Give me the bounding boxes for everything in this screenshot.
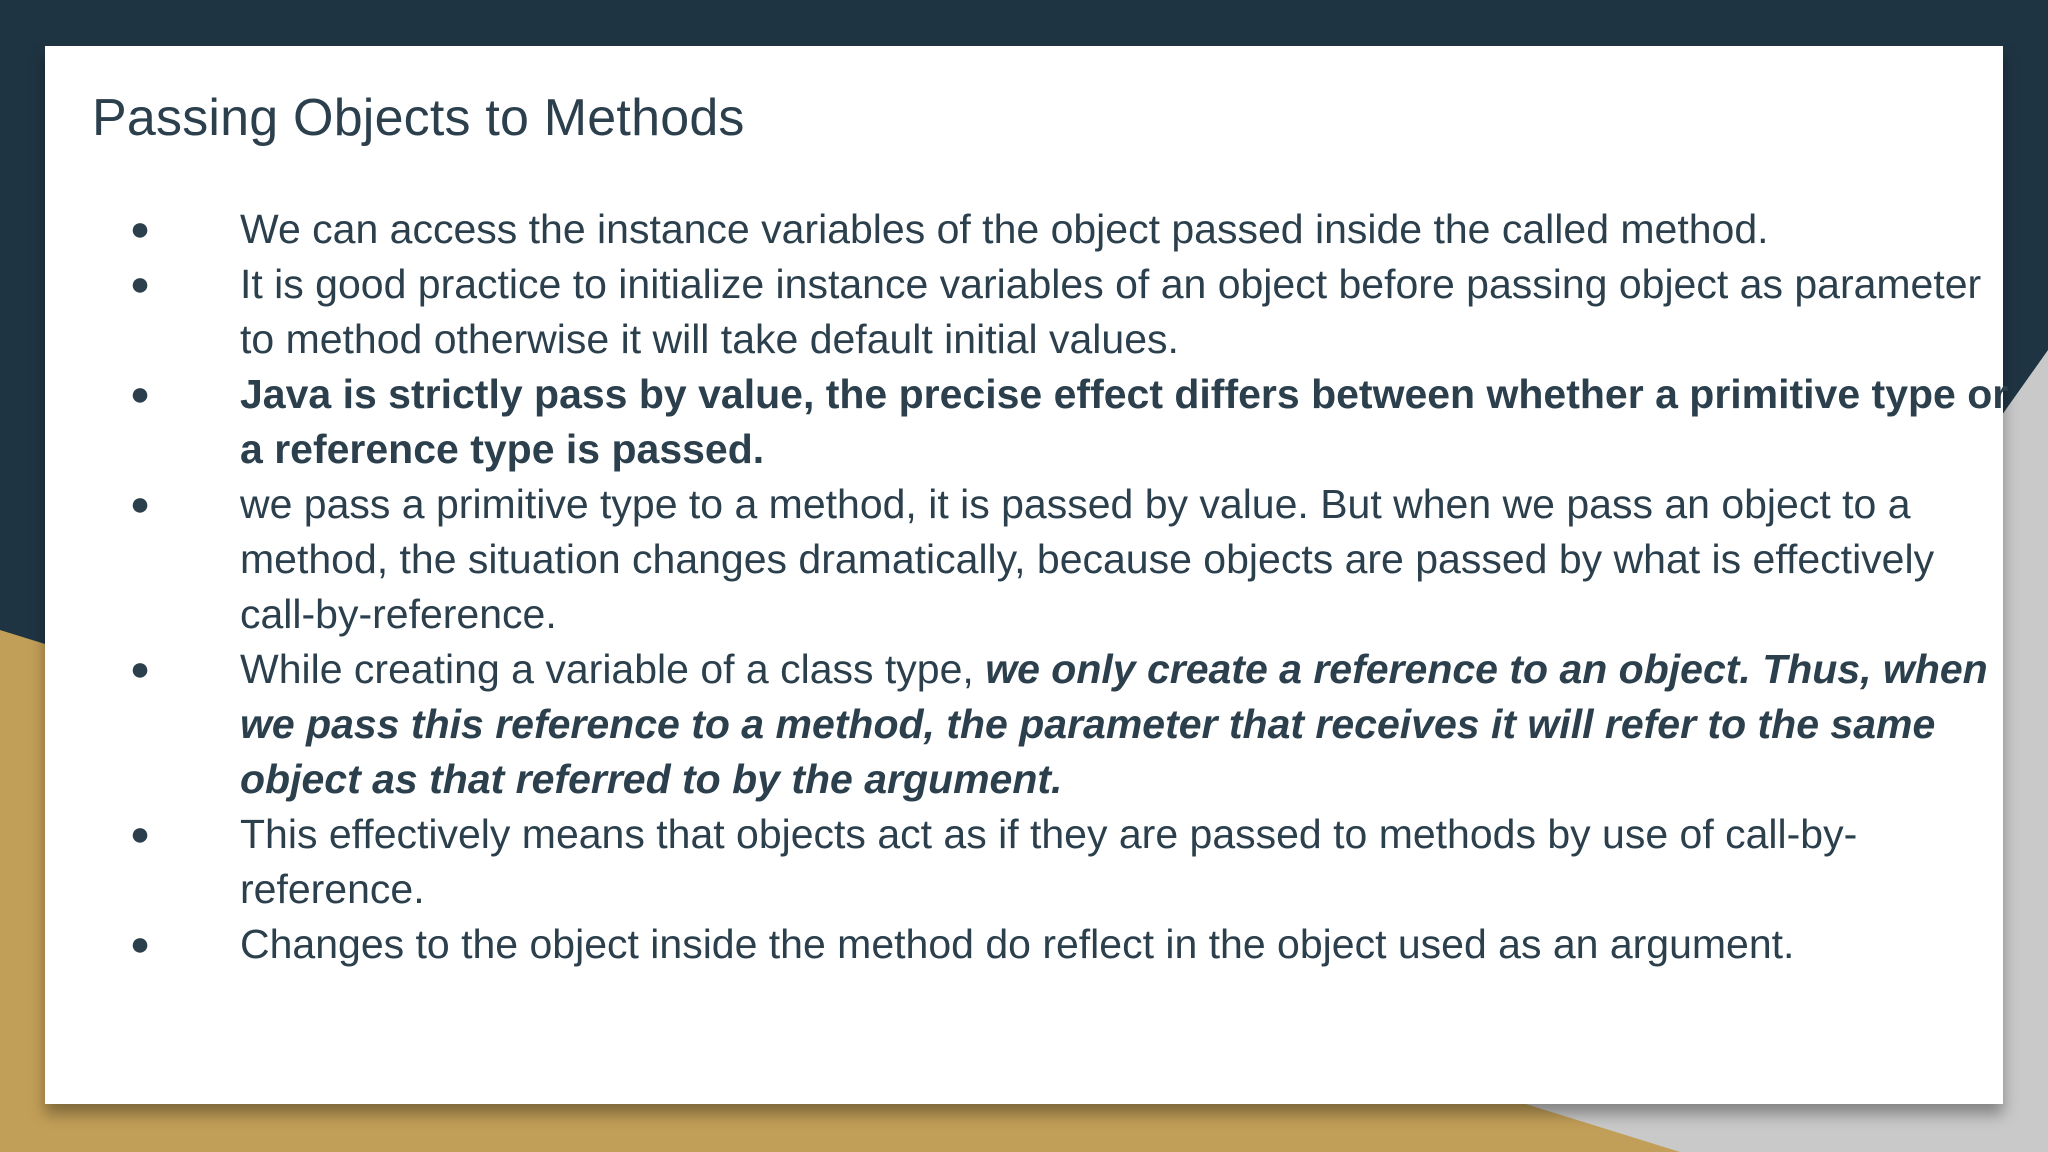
slide-title: Passing Objects to Methods <box>92 89 745 147</box>
bullet-icon: ● <box>129 265 151 303</box>
list-item <box>120 367 2020 477</box>
bullet-icon: ● <box>129 650 151 688</box>
bullet-text: While creating a variable of a class type, <box>240 646 986 692</box>
bullet-icon: ● <box>129 210 151 248</box>
bullet-text: This effectively means that objects act as if they are passed to methods by use of call-by-reference. <box>240 811 1858 912</box>
list-item <box>120 477 2020 642</box>
bullet-text: We can access the instance variables of the object passed inside the called method. <box>240 206 1769 252</box>
list-item <box>120 642 2020 807</box>
bullet-text-emphasis: we only create a reference to an object. Thus, when we pass this reference to a method, the parameter that receives it will refer to the same object as that referred to by the argument. <box>240 646 1988 802</box>
bullet-icon: ● <box>129 375 151 413</box>
list-item <box>120 257 2020 367</box>
bullet-icon: ● <box>129 815 151 853</box>
list-item <box>120 202 2020 257</box>
bullet-text: Changes to the object inside the method do reflect in the object used as an argument. <box>240 921 1795 967</box>
bullet-icon: ● <box>129 485 151 523</box>
bullet-icon: ● <box>129 925 151 963</box>
bullet-list <box>120 202 2020 972</box>
bullet-text: It is good practice to initialize instance variables of an object before passing object as parameter to method otherwise it will take default initial values. <box>240 261 1982 362</box>
slide-content <box>45 46 2009 1104</box>
list-item <box>120 917 2020 972</box>
bullet-text-bold: Java is strictly pass by value, the precise effect differs between whether a primitive type or a reference type is passed. <box>240 371 2009 472</box>
list-item <box>120 807 2020 917</box>
bullet-text: we pass a primitive type to a method, it is passed by value. But when we pass an object to a method, the situation changes dramatically, because objects are passed by what is effectively call-by-reference. <box>240 481 1935 637</box>
